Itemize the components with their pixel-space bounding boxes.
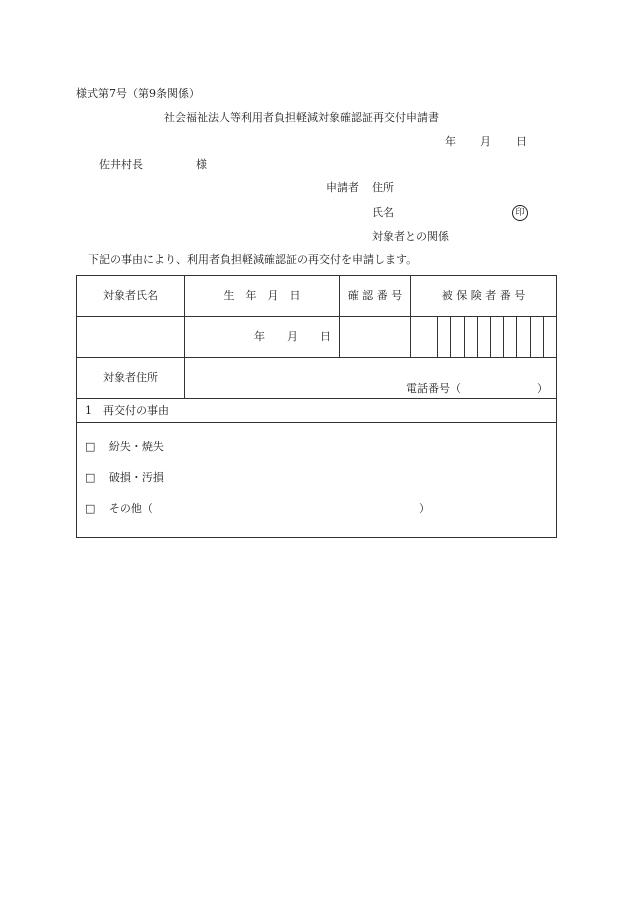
- applicant-name-label: 氏名: [372, 206, 394, 219]
- confirmation-number-field[interactable]: [340, 317, 411, 358]
- checkbox[interactable]: □: [85, 440, 96, 453]
- digit-box[interactable]: [437, 317, 450, 357]
- digit-box[interactable]: [464, 317, 477, 357]
- digit-box[interactable]: [543, 317, 556, 357]
- digit-box[interactable]: [516, 317, 529, 357]
- applicant-relation-label: 対象者との関係: [372, 230, 449, 243]
- birth-date-header: 生 年 月 日: [185, 276, 340, 317]
- phone-label: 電話番号（: [406, 382, 461, 395]
- birth-year-label: 年: [254, 330, 265, 343]
- insured-number-field[interactable]: [411, 317, 557, 358]
- subject-address-label: 対象者住所: [77, 358, 185, 399]
- form-number: 様式第7号（第9条関係）: [76, 87, 200, 100]
- applicant-address-label: 住所: [372, 181, 394, 194]
- date-month-label: 月: [480, 135, 491, 148]
- reason-header: 1 再交付の事由: [77, 399, 557, 423]
- subject-address-row: [77, 358, 557, 399]
- reason-header-row: [77, 399, 557, 423]
- addressee-honorific: 様: [196, 158, 207, 171]
- phone-close: ）: [537, 382, 548, 395]
- checkbox[interactable]: □: [85, 502, 96, 515]
- table-header-row: [77, 276, 557, 317]
- other-reason-close: ）: [419, 502, 430, 515]
- confirmation-number-header: 確 認 番 号: [340, 276, 411, 317]
- applicant-label: 申請者: [326, 181, 359, 194]
- digit-box[interactable]: [425, 317, 437, 357]
- subject-name-field[interactable]: [77, 317, 185, 358]
- form-title: 社会福祉法人等利用者負担軽減対象確認証再交付申請書: [164, 111, 439, 124]
- birth-month-label: 月: [287, 330, 298, 343]
- birth-day-label: 日: [320, 330, 331, 343]
- reason-options: [77, 423, 557, 538]
- digit-box[interactable]: [477, 317, 490, 357]
- digit-box[interactable]: [450, 317, 463, 357]
- reason-option-loss[interactable]: [85, 440, 164, 454]
- digit-box[interactable]: [490, 317, 503, 357]
- reason-label: その他（: [108, 502, 153, 515]
- addressee-name: 佐井村長: [99, 158, 143, 171]
- birth-date-field[interactable]: [185, 317, 340, 358]
- digit-box[interactable]: [530, 317, 543, 357]
- subject-name-header: 対象者氏名: [77, 276, 185, 317]
- reason-label: 破損・汚損: [108, 471, 164, 484]
- date-year-label: 年: [445, 135, 456, 148]
- reason-option-other[interactable]: [85, 502, 153, 516]
- intro-text: 下記の事由により、利用者負担軽減確認証の再交付を申請します。: [88, 253, 418, 266]
- digit-box[interactable]: [503, 317, 516, 357]
- insured-number-header: 被 保 険 者 番 号: [411, 276, 557, 317]
- reason-options-row: [77, 423, 557, 538]
- seal-mark: 印: [512, 205, 528, 221]
- date-day-label: 日: [516, 135, 527, 148]
- birth-date-units: [185, 330, 339, 344]
- reason-option-damage[interactable]: [85, 471, 164, 485]
- checkbox[interactable]: □: [85, 471, 96, 484]
- application-table: [76, 275, 557, 538]
- reason-label: 紛失・焼失: [108, 440, 164, 453]
- subject-entry-row: [77, 317, 557, 358]
- subject-address-field[interactable]: [185, 358, 557, 399]
- insured-number-boxes: [425, 317, 556, 357]
